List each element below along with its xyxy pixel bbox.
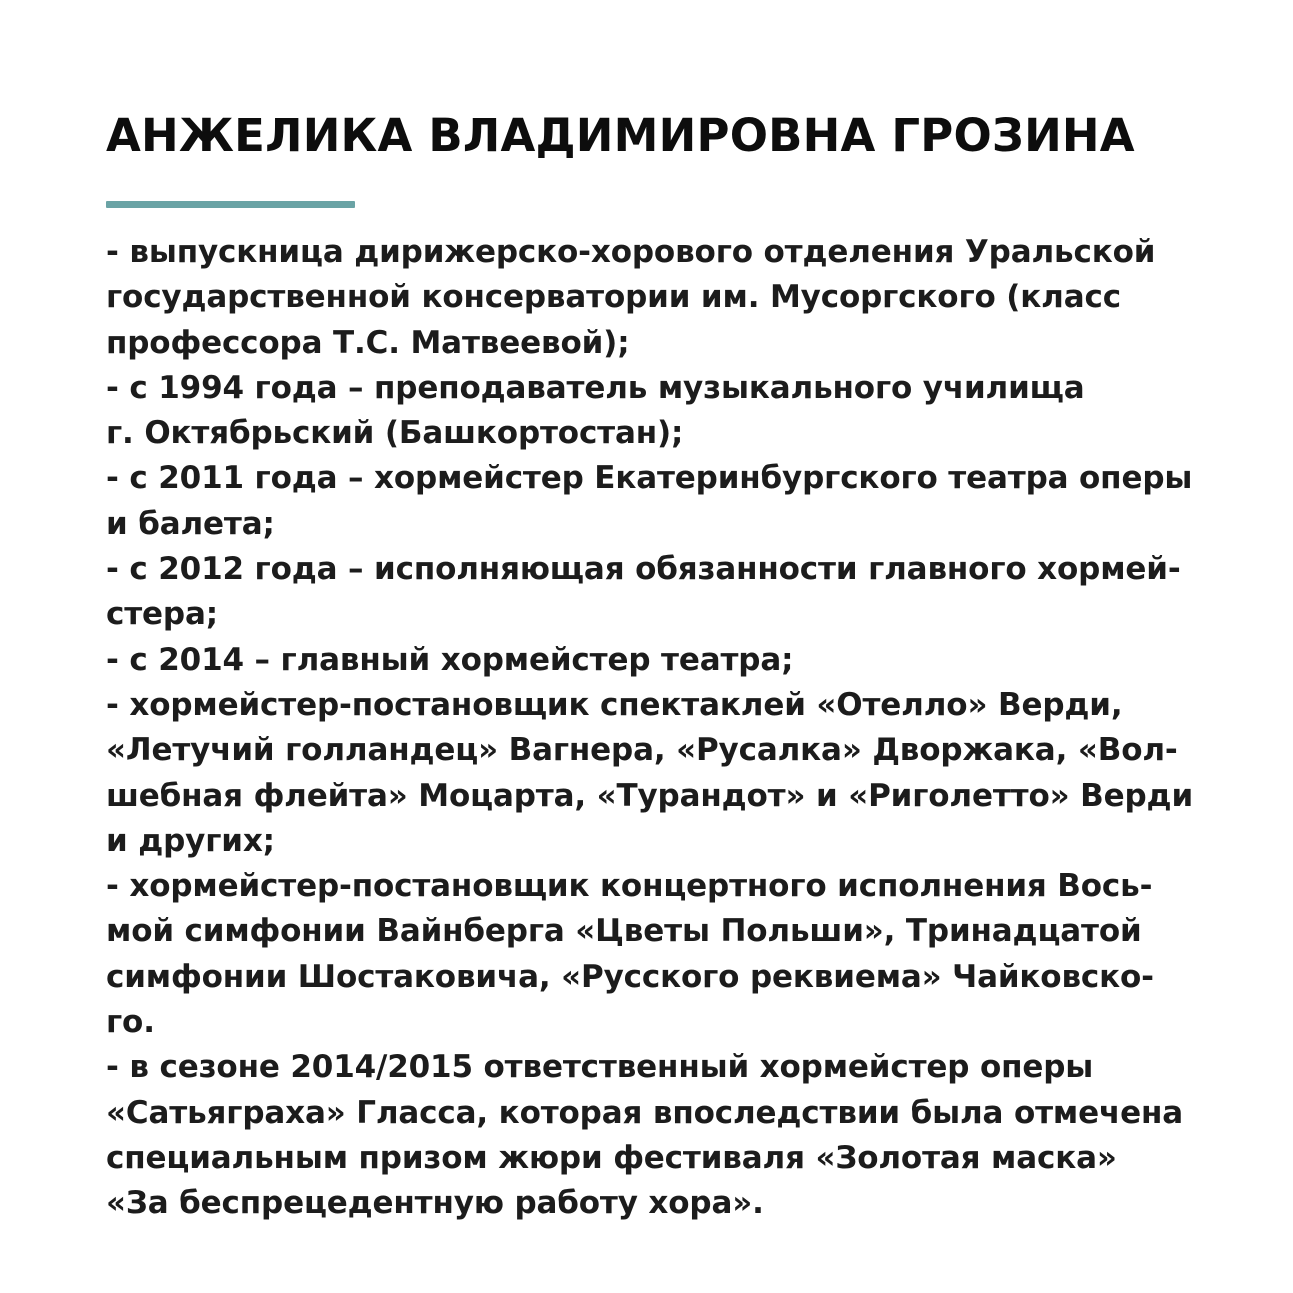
bio-line: - хормейстер-постановщик концертного исполнения Вось- [106,868,1153,905]
bio-line: - с 2014 – главный хормейстер театра; [106,641,794,678]
bio-line: «Летучий голландец» Вагнера, «Русалка» Дворжака, «Вол- [106,732,1178,769]
bio-line: и других; [106,822,275,859]
bio-line: специальным призом жюри фестиваля «Золотая маска» [106,1139,1117,1176]
bio-line: «За беспрецедентную работу хора». [106,1185,764,1222]
bio-line: симфонии Шостаковича, «Русского реквиема» Чайковско- [106,958,1154,995]
bio-line: - с 2011 года – хормейстер Екатеринбургского театра оперы [106,460,1193,497]
bio-line: го. [106,1004,155,1041]
title-underline [106,201,355,208]
bio-line: - в сезоне 2014/2015 ответственный хормейстер оперы [106,1049,1094,1086]
bio-line: шебная флейта» Моцарта, «Турандот» и «Риголетто» Верди [106,777,1194,814]
biography-list [106,230,1266,1227]
bio-line: стера; [106,596,218,633]
bio-line: государственной консерватории им. Мусоргского (класс [106,279,1121,316]
bio-line: - с 2012 года – исполняющая обязанности главного хормей- [106,551,1181,588]
bio-line: и балета; [106,505,275,542]
bio-line: - выпускница дирижерско-хорового отделения Уральской [106,234,1156,270]
bio-line: - с 1994 года – преподаватель музыкального училища [106,369,1085,406]
bio-line: мой симфонии Вайнберга «Цветы Польши», Тринадцатой [106,913,1142,950]
bio-line: - хормейстер-постановщик спектаклей «Отелло» Верди, [106,686,1123,723]
bio-line: профессора Т.С. Матвеевой); [106,324,630,361]
bio-line: г. Октябрьский (Башкортостан); [106,415,684,452]
page-title: АНЖЕЛИКА ВЛАДИМИРОВНА ГРОЗИНА [106,109,1135,162]
bio-line: «Сатьяграха» Гласса, которая впоследствии была отмечена [106,1094,1184,1131]
